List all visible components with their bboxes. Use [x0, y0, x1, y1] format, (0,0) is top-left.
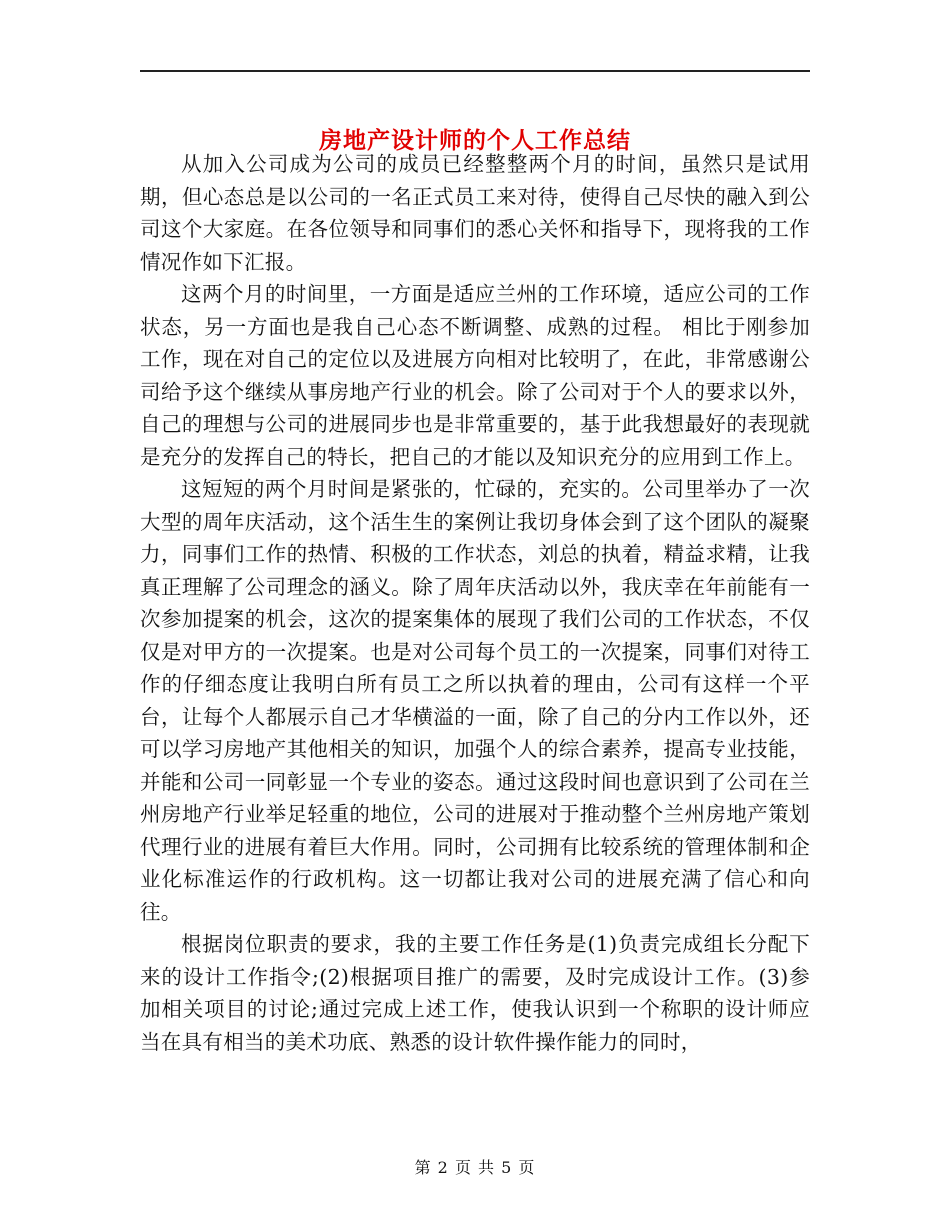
paragraph-4: 根据岗位职责的要求，我的主要工作任务是(1)负责完成组长分配下来的设计工作指令;(2)根据项目推广的需要，及时完成设计工作。(3)参加相关项目的讨论;通过完成上述工作，使我认识到一个称职的设计师应当在具有相当的美术功底、熟悉的设计软件操作能力的同时，	[140, 932, 810, 1054]
paragraph-1: 从加入公司成为公司的成员已经整整两个月的时间，虽然只是试用期，但心态总是以公司的一名正式员工来对待，使得自己尽快的融入到公司这个大家庭。在各位领导和同事们的悉心关怀和指导下，现将我的工作情况作如下汇报。	[140, 152, 810, 274]
header-rule	[140, 70, 810, 72]
paragraph-3: 这短短的两个月时间是紧张的，忙碌的，充实的。公司里举办了一次大型的周年庆活动，这个活生生的案例让我切身体会到了这个团队的凝聚力，同事们工作的热情、积极的工作状态，刘总的执着，精益求精，让我真正理解了公司理念的涵义。除了周年庆活动以外，我庆幸在年前能有一次参加提案的机会，这次的提案集体的展现了我们公司的工作状态，不仅仅是对甲方的一次提案。也是对公司每个员工的一次提案，同事们对待工作的仔细态度让我明白所有员工之所以执着的理由，公司有这样一个平台，让每个人都展示自己才华横溢的一面，除了自己的分内工作以外，还可以学习房地产其他相关的知识，加强个人的综合素养，提高专业技能，并能和公司一同彰显一个专业的姿态。通过这段时间也意识到了公司在兰州房地产行业举足轻重的地位，公司的进展对于推动整个兰州房地产策划代理行业的进展有着巨大作用。同时，公司拥有比较系统的管理体制和企业化标准运作的行政机构。这一切都让我对公司的进展充满了信心和向往。	[140, 477, 810, 924]
document-body	[140, 148, 810, 1058]
paragraph-2: 这两个月的时间里，一方面是适应兰州的工作环境，适应公司的工作状态，另一方面也是我自己心态不断调整、成熟的过程。 相比于刚参加工作，现在对自己的定位以及进展方向相对比较明了，在此，非常感谢公司给予这个继续从事房地产行业的机会。除了公司对于个人的要求以外，自己的理想与公司的进展同步也是非常重要的，基于此我想最好的表现就是充分的发挥自己的特长，把自己的才能以及知识充分的应用到工作上。	[140, 282, 810, 469]
document-title: 房地产设计师的个人工作总结	[319, 127, 631, 155]
page-number: 第 2 页 共 5 页	[414, 1158, 536, 1177]
